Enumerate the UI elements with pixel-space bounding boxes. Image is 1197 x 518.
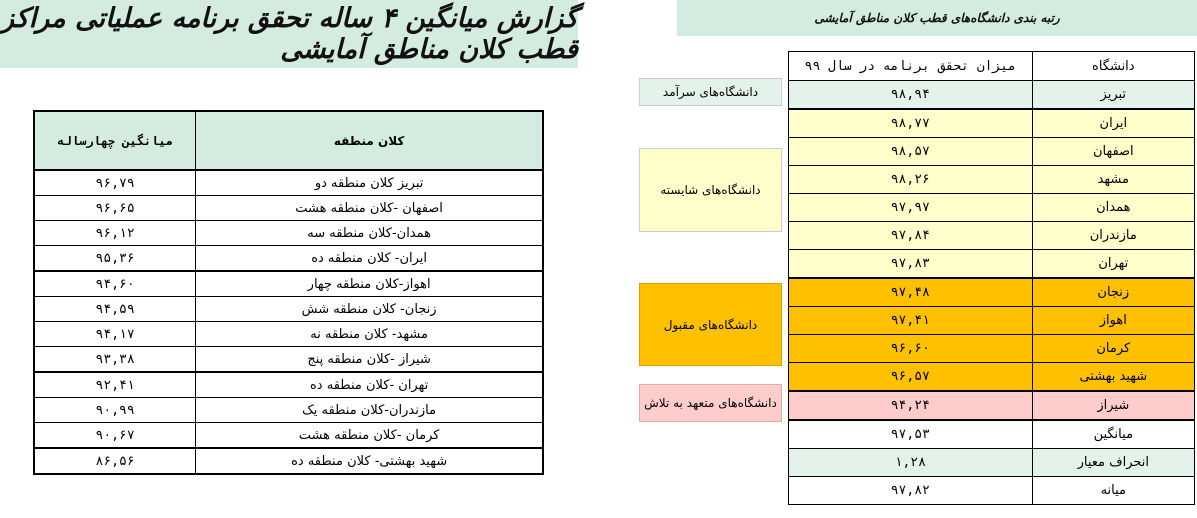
university-ranking-table: [788, 51, 1195, 505]
table-row: [34, 423, 543, 449]
stat-value-cell: ۹۷,۵۳: [789, 420, 1033, 449]
university-cell: اهواز: [1032, 307, 1194, 335]
table-row: [789, 250, 1195, 279]
value-cell: ۹۷,۹۷: [789, 194, 1033, 222]
table-row: [789, 194, 1195, 222]
value-cell: ۹۷,۸۳: [789, 250, 1033, 279]
stats-row-std-dev: [789, 449, 1195, 477]
average-cell: ۹۲,۴۱: [34, 372, 196, 398]
average-cell: ۹۶,۶۵: [34, 196, 196, 221]
average-cell: ۹۴,۵۹: [34, 297, 196, 322]
table-row: [789, 81, 1195, 110]
university-cell: تهران: [1032, 250, 1194, 279]
table-row: [34, 170, 543, 196]
category-acceptable-label: دانشگاه‌های مقبول: [639, 283, 782, 366]
region-cell: همدان-کلان منطقه سه: [196, 221, 543, 246]
university-cell: مازندران: [1032, 222, 1194, 250]
table-row: [789, 166, 1195, 194]
table-row: [789, 307, 1195, 335]
value-cell: ۹۸,۲۶: [789, 166, 1033, 194]
region-cell: مشهد- کلان منطقه نه: [196, 322, 543, 347]
stat-value-cell: ۱,۲۸: [789, 449, 1033, 477]
university-cell: تبریز: [1032, 81, 1194, 110]
category-top-label: دانشگاه‌های سرآمد: [639, 78, 782, 106]
value-column-header: میزان تحقق برنامه در سال ۹۹: [789, 52, 1033, 81]
average-cell: ۹۴,۱۷: [34, 322, 196, 347]
value-cell: ۹۷,۸۴: [789, 222, 1033, 250]
table-row: [789, 222, 1195, 250]
value-cell: ۹۶,۵۷: [789, 363, 1033, 392]
average-cell: ۹۳,۳۸: [34, 347, 196, 373]
university-cell: شهید بهشتی: [1032, 363, 1194, 392]
value-cell: ۹۴,۲۴: [789, 391, 1033, 420]
table-row: [789, 109, 1195, 138]
region-cell: تهران -کلان منطقه ده: [196, 372, 543, 398]
university-cell: اصفهان: [1032, 138, 1194, 166]
region-cell: زنجان- کلان منطقه شش: [196, 297, 543, 322]
table-row: [789, 278, 1195, 307]
table-row: [34, 196, 543, 221]
university-cell: همدان: [1032, 194, 1194, 222]
region-cell: ایران- کلان منطقه ده: [196, 246, 543, 272]
university-cell: کرمان: [1032, 335, 1194, 363]
stats-row-mean: [789, 420, 1195, 449]
university-cell: زنجان: [1032, 278, 1194, 307]
table-header-row: [789, 52, 1195, 81]
right-ranking-title: رتبه بندی دانشگاه‌های قطب کلان مناطق آمایشی: [677, 0, 1197, 36]
region-cell: شهید بهشتی- کلان منطقه ده: [196, 448, 543, 474]
average-cell: ۹۶,۷۹: [34, 170, 196, 196]
table-row: [34, 372, 543, 398]
value-cell: ۹۸,۹۴: [789, 81, 1033, 110]
value-cell: ۹۶,۶۰: [789, 335, 1033, 363]
stat-label-cell: میانگین: [1032, 420, 1194, 449]
value-cell: ۹۷,۴۸: [789, 278, 1033, 307]
region-cell: اهواز-کلان منطقه چهار: [196, 271, 543, 297]
region-cell: تبریز کلان منطقه دو: [196, 170, 543, 196]
average-cell: ۸۶,۵۶: [34, 448, 196, 474]
average-cell: ۹۰,۶۷: [34, 423, 196, 449]
region-cell: کرمان -کلان منطقه هشت: [196, 423, 543, 449]
table-row: [34, 448, 543, 474]
university-cell: مشهد: [1032, 166, 1194, 194]
four-year-average-table: [33, 110, 544, 475]
region-cell: مازندران-کلان منطقه یک: [196, 398, 543, 423]
table-row: [34, 398, 543, 423]
table-row: [34, 271, 543, 297]
table-row: [34, 297, 543, 322]
average-cell: ۹۴,۶۰: [34, 271, 196, 297]
left-report-title: گزارش میانگین ۴ ساله تحقق برنامه عملیاتی مراکز قطب کلان مناطق آمایشی: [0, 0, 578, 68]
university-cell: ایران: [1032, 109, 1194, 138]
region-cell: شیراز -کلان منطقه پنج: [196, 347, 543, 373]
table-row: [789, 363, 1195, 392]
table-row: [789, 391, 1195, 420]
university-column-header: دانشگاه: [1032, 52, 1194, 81]
stat-label-cell: انحراف معیار: [1032, 449, 1194, 477]
stat-value-cell: ۹۷,۸۲: [789, 477, 1033, 505]
table-row: [34, 221, 543, 246]
region-column-header: کلان منطقه: [196, 111, 543, 170]
university-cell: شیراز: [1032, 391, 1194, 420]
average-column-header: میانگین چهارساله: [34, 111, 196, 170]
table-row: [34, 322, 543, 347]
table-header-row: [34, 111, 543, 170]
region-cell: اصفهان -کلان منطقه هشت: [196, 196, 543, 221]
value-cell: ۹۸,۷۷: [789, 109, 1033, 138]
average-cell: ۹۰,۹۹: [34, 398, 196, 423]
stats-row-median: [789, 477, 1195, 505]
table-row: [789, 335, 1195, 363]
category-good-label: دانشگاه‌های شایسته: [639, 148, 782, 232]
value-cell: ۹۷,۴۱: [789, 307, 1033, 335]
table-row: [789, 138, 1195, 166]
average-cell: ۹۶,۱۲: [34, 221, 196, 246]
category-committed-label: دانشگاه‌های متعهد به تلاش: [639, 384, 782, 422]
table-row: [34, 347, 543, 373]
stat-label-cell: میانه: [1032, 477, 1194, 505]
value-cell: ۹۸,۵۷: [789, 138, 1033, 166]
average-cell: ۹۵,۳۶: [34, 246, 196, 272]
table-row: [34, 246, 543, 272]
